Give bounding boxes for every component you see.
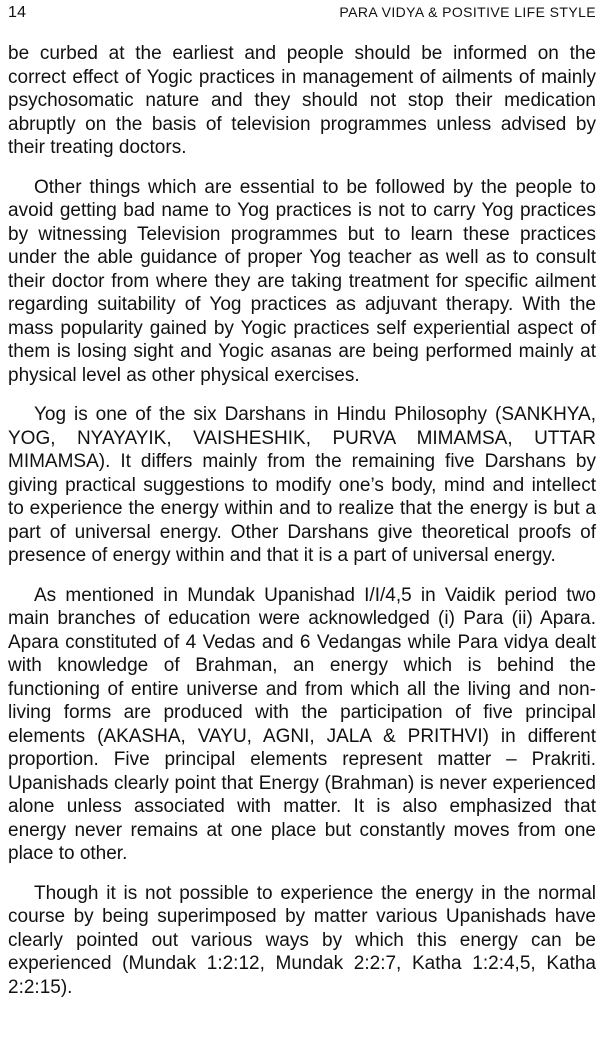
paragraph-continuation: be curbed at the earliest and people should be informed on the correct effect of Yogic practices in management of ailments of mainly psychosomatic nature and they should not stop their medication abruptly on the basis of television programmes unless advised by their treating doctors. (8, 43, 596, 158)
running-title: PARA VIDYA & POSITIVE LIFE STYLE (339, 4, 596, 20)
paragraph: Yog is one of the six Darshans in Hindu Philosophy (SANKHYA, YOG, NYAYAYIK, VAISHESHIK, PURVA MIMAMSA, UTTAR MIMAMSA). It differs mainly from the remaining five Darshans by giving practical suggestions to modify one’s body, mind and intellect to experience the energy within and to realize that the energy is but a part of universal energy. Other Darshans give theoretical proofs of presence of energy within and that it is a part of universal energy. (8, 404, 596, 566)
body-text (8, 42, 596, 999)
running-head (8, 0, 596, 28)
paragraph: As mentioned in Mundak Upanishad I/I/4,5 in Vaidik period two main branches of education were acknowledged (i) Para (ii) Apara. Apara constituted of 4 Vedas and 6 Vedangas while Para vidya dealt with knowledge of Brahman, an energy which is behind the functioning of entire universe and from which all the living and non-living forms are produced with the participation of five principal elements (AKASHA, VAYU, AGNI, JALA & PRITHVI) in different proportion. Five principal elements represent matter – Prakriti. Upanishads clearly point that Energy (Brahman) is never experienced alone unless associated with matter. It is also emphasized that energy never remains at one place but constantly moves from one place to other. (8, 584, 596, 864)
paragraph: Other things which are essential to be followed by the people to avoid getting bad name to Yog practices is not to carry Yog practices by witnessing Television programmes but to learn these practices under the able guidance of proper Yog teacher as well as to consult their doctor from where they are taking treatment for specific ailment regarding suitability of Yog practices as adjuvant therapy. With the mass popularity gained by Yogic practices self experiential aspect of them is losing sight and Yogic asanas are being performed mainly at physical level as other physical exercises. (8, 176, 596, 386)
paragraph: Though it is not possible to experience the energy in the normal course by being superimposed by matter various Upanishads have clearly pointed out various ways by which this energy can be experienced (Mundak 1:2:12, Mundak 2:2:7, Katha 1:2:4,5, Katha 2:2:15). (8, 882, 596, 998)
page-number: 14 (8, 4, 27, 21)
